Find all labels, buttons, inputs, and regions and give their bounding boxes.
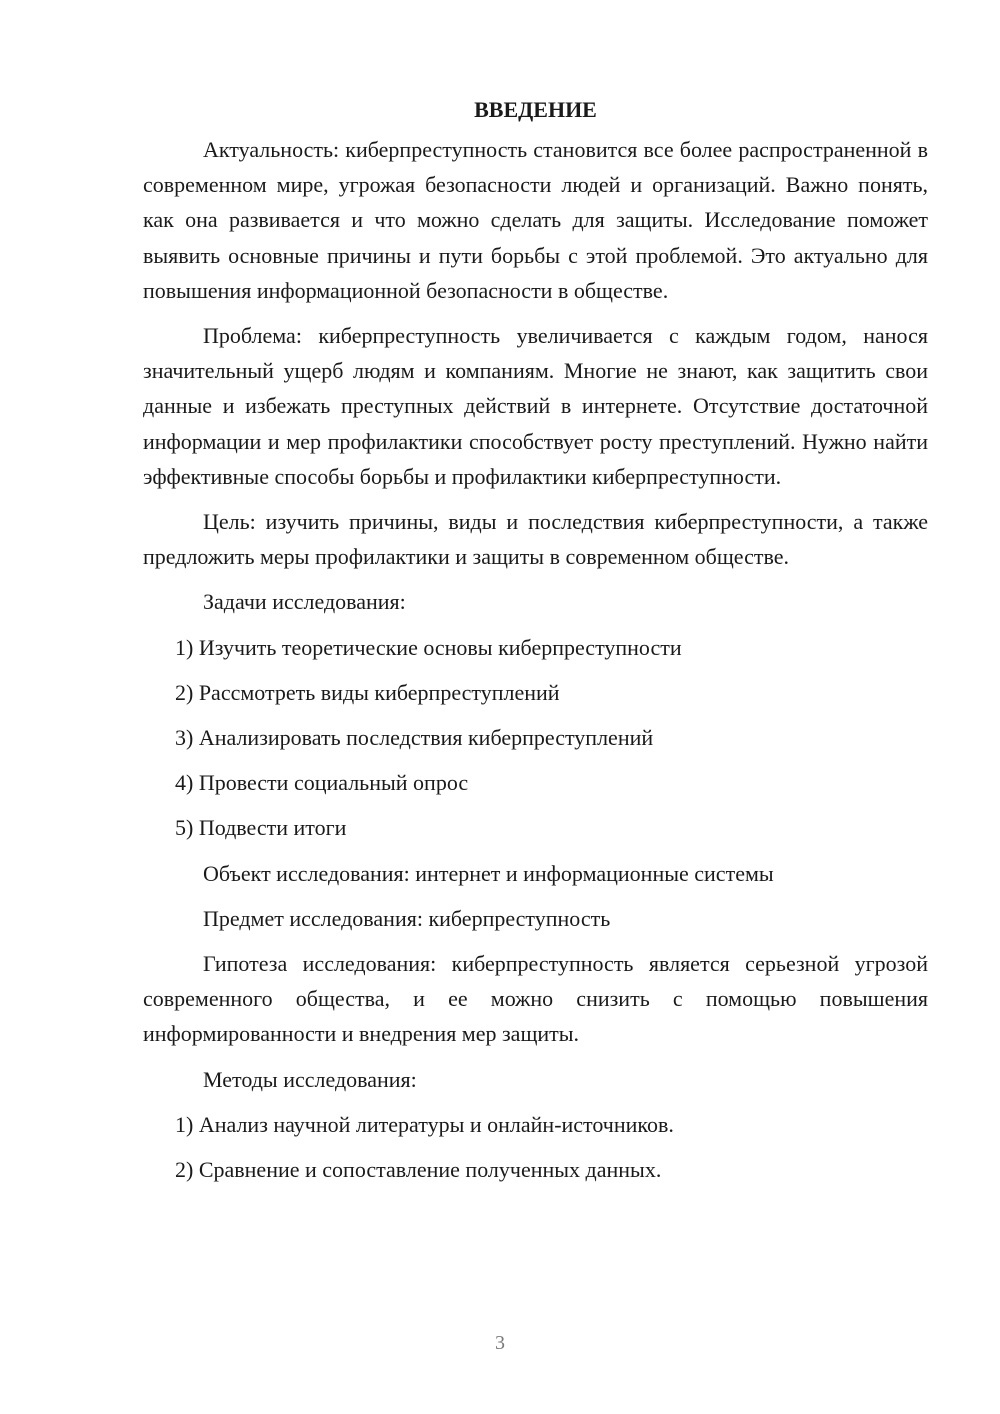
goal-paragraph: Цель: изучить причины, виды и последствия киберпреступности, а также предложить меры профилактики и защиты в современном обществе.	[143, 509, 928, 570]
page-title: ВВЕДЕНИЕ	[474, 97, 597, 122]
task-item: 3) Анализировать последствия киберпреступлений	[175, 725, 654, 751]
method-item: 1) Анализ научной литературы и онлайн-источников.	[175, 1111, 674, 1137]
task-item: 1) Изучить теоретические основы киберпреступности	[175, 634, 682, 660]
task-item: 2) Рассмотреть виды киберпреступлений	[175, 679, 560, 705]
page-number: 3	[495, 1332, 505, 1354]
task-item: 5) Подвести итоги	[175, 815, 347, 841]
relevance-paragraph: Актуальность: киберпреступность становится все более распространенной в современном мире, угрожая безопасности людей и организаций. Важно понять, как она развивается и что можно сделать для защиты. Исследование поможет выявить основные причины и пути борьбы с этой проблемой. Это актуально для повышения информационной безопасности в обществе.	[143, 137, 928, 303]
method-item: 2) Сравнение и сопоставление полученных данных.	[175, 1157, 662, 1183]
hypothesis-paragraph: Гипотеза исследования: киберпреступность является серьезной угрозой современного общества, и ее можно снизить с помощью повышения информированности и внедрения мер защиты.	[143, 951, 928, 1047]
object-line: Объект исследования: интернет и информационные системы	[203, 860, 774, 886]
methods-heading: Методы исследования:	[203, 1066, 417, 1092]
task-item: 4) Провести социальный опрос	[175, 770, 469, 796]
document-page	[143, 88, 928, 1197]
subject-line: Предмет исследования: киберпреступность	[203, 905, 611, 931]
tasks-heading: Задачи исследования:	[203, 589, 406, 615]
problem-paragraph: Проблема: киберпреступность увеличивается с каждым годом, нанося значительный ущерб людям и компаниям. Многие не знают, как защитить свои данные и избежать преступных действий в интернете. Отсутствие достаточной информации и мер профилактики способствует росту преступлений. Нужно найти эффективные способы борьбы и профилактики киберпреступности.	[143, 323, 928, 489]
